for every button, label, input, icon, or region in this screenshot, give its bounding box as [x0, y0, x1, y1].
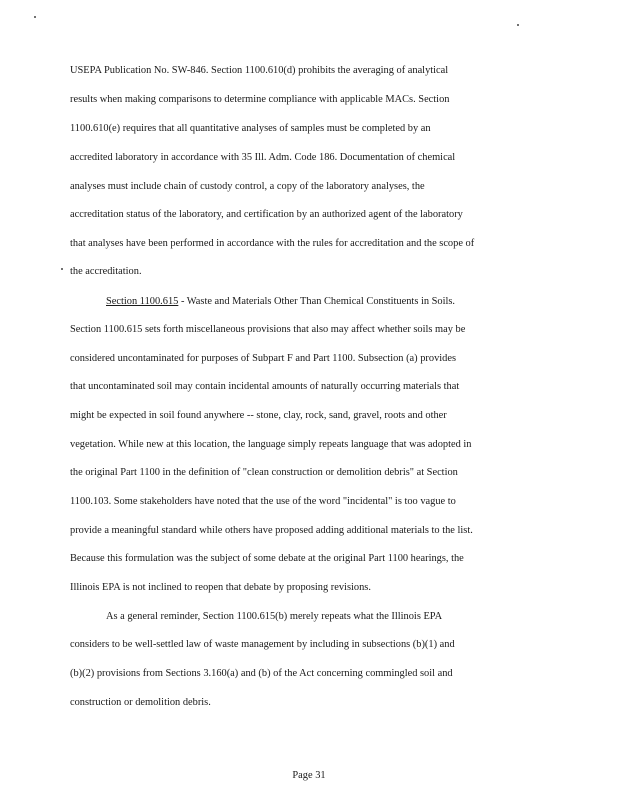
section-heading-text: - Waste and Materials Other Than Chemical Constituents in Soils. [178, 296, 456, 307]
paragraph-line: 1100.103. Some stakeholders have noted that the use of the word "incidental" is too vague to [70, 496, 456, 507]
scan-speck [517, 24, 519, 26]
paragraph-line: that analyses have been performed in accordance with the rules for accreditation and the scope of [70, 238, 475, 249]
paragraph-line: USEPA Publication No. SW-846. Section 1100.610(d) prohibits the averaging of analytical [70, 65, 449, 76]
paragraph-first-line: As a general reminder, Section 1100.615(b) merely repeats what the Illinois EPA [106, 611, 443, 622]
scan-speck [61, 268, 63, 270]
paragraph-line: provide a meaningful standard while others have proposed adding additional materials to the list. [70, 525, 473, 536]
paragraph-line: construction or demolition debris. [70, 697, 211, 708]
section-reference: Section 1100.615 [106, 296, 179, 307]
paragraph-line: vegetation. While new at this location, the language simply repeats language that was adopted in [70, 439, 472, 450]
paragraph-line: considered uncontaminated for purposes of Subpart F and Part 1100. Subsection (a) provides [70, 353, 457, 364]
paragraph-line: might be expected in soil found anywhere -- stone, clay, rock, sand, gravel, roots and other [70, 410, 447, 421]
paragraph-line: 1100.610(e) requires that all quantitative analyses of samples must be completed by an [70, 123, 431, 134]
paragraph-line: Illinois EPA is not inclined to reopen that debate by proposing revisions. [70, 582, 371, 593]
paragraph-line: considers to be well-settled law of waste management by including in subsections (b)(1) and [70, 639, 455, 650]
paragraph-line: analyses must include chain of custody control, a copy of the laboratory analyses, the [70, 181, 425, 192]
scan-speck [34, 16, 36, 18]
paragraph-line: the original Part 1100 in the definition of "clean construction or demolition debris" at Section [70, 467, 458, 478]
paragraph-line: Section 1100.615 sets forth miscellaneous provisions that also may affect whether soils may be [70, 324, 466, 335]
paragraph-line: accredited laboratory in accordance with 35 Ill. Adm. Code 186. Documentation of chemical [70, 152, 456, 163]
paragraph-line: results when making comparisons to determine compliance with applicable MACs. Section [70, 94, 450, 105]
paragraph-line: that uncontaminated soil may contain incidental amounts of naturally occurring materials that [70, 381, 460, 392]
paragraph-line: the accreditation. [70, 266, 142, 277]
paragraph-line: accreditation status of the laboratory, and certification by an authorized agent of the laboratory [70, 209, 463, 220]
paragraph-line: (b)(2) provisions from Sections 3.160(a) and (b) of the Act concerning commingled soil and [70, 668, 453, 679]
section-heading-line [106, 295, 550, 309]
page-number: Page 31 [292, 770, 326, 781]
paragraph-line: Because this formulation was the subject of some debate at the original Part 1100 hearings, the [70, 553, 464, 564]
